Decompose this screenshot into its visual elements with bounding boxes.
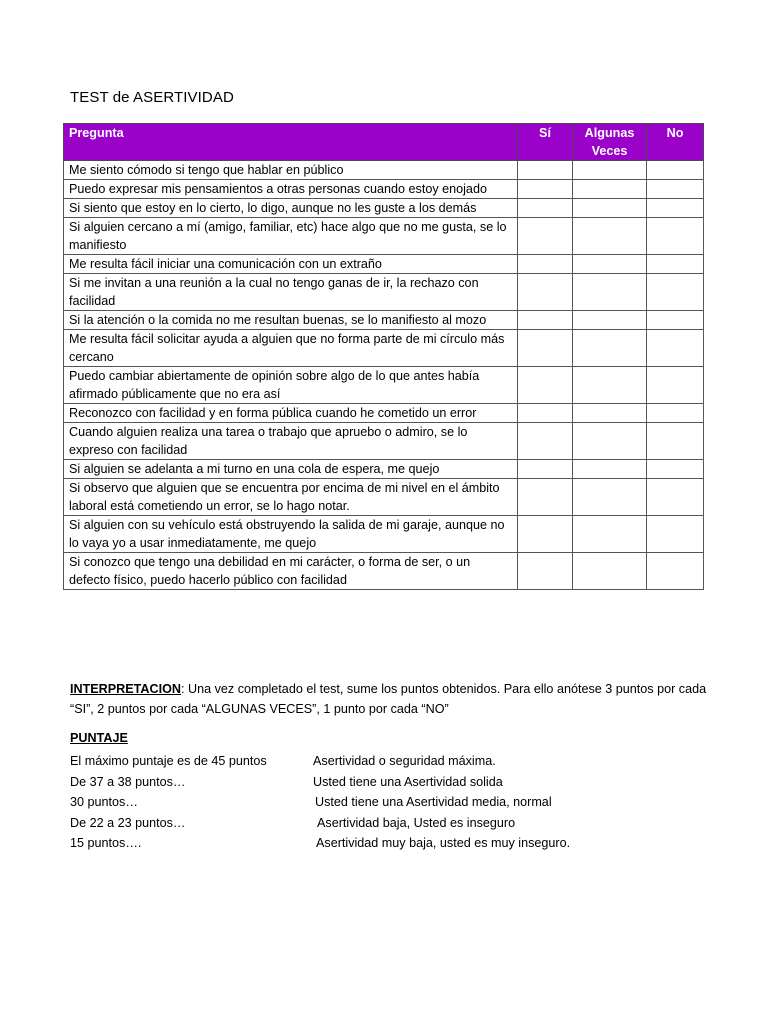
answer-no-cell[interactable] <box>647 553 704 590</box>
score-result: Usted tiene una Asertividad media, normal <box>315 795 552 809</box>
score-row <box>70 751 496 771</box>
question-text: Si la atención o la comida no me resultan buenas, se lo manifiesto al mozo <box>64 311 518 330</box>
score-range: 30 puntos… <box>70 795 138 809</box>
score-result: Usted tiene una Asertividad solida <box>313 775 503 789</box>
score-range: 15 puntos…. <box>70 836 142 850</box>
table-row <box>64 553 704 590</box>
answer-no-cell[interactable] <box>647 311 704 330</box>
question-text: Me resulta fácil iniciar una comunicación con un extraño <box>64 255 518 274</box>
answer-si-cell[interactable] <box>518 553 573 590</box>
score-result: Asertividad o seguridad máxima. <box>313 754 496 768</box>
question-text: Si alguien se adelanta a mi turno en una cola de espera, me quejo <box>64 460 518 479</box>
header-si: Sí <box>518 124 573 161</box>
table-row <box>64 423 704 460</box>
answer-no-cell[interactable] <box>647 161 704 180</box>
score-row <box>70 772 503 792</box>
question-text: Me resulta fácil solicitar ayuda a alguien que no forma parte de mi círculo más cercano <box>64 330 518 367</box>
answer-si-cell[interactable] <box>518 274 573 311</box>
answer-si-cell[interactable] <box>518 404 573 423</box>
table-header-row <box>64 124 704 161</box>
answer-no-cell[interactable] <box>647 199 704 218</box>
answer-algunas-veces-cell[interactable] <box>573 218 647 255</box>
answer-no-cell[interactable] <box>647 367 704 404</box>
interpretation-paragraph <box>70 679 710 719</box>
answer-si-cell[interactable] <box>518 161 573 180</box>
answer-si-cell[interactable] <box>518 218 573 255</box>
table-row <box>64 330 704 367</box>
score-result: Asertividad muy baja, usted es muy inseguro. <box>316 836 571 850</box>
question-text: Si alguien cercano a mí (amigo, familiar, etc) hace algo que no me gusta, se lo manifiesto <box>64 218 518 255</box>
answer-si-cell[interactable] <box>518 199 573 218</box>
page-title: TEST de ASERTIVIDAD <box>70 89 234 106</box>
table-row <box>64 460 704 479</box>
answer-algunas-veces-cell[interactable] <box>573 274 647 311</box>
table-row <box>64 516 704 553</box>
score-range: De 22 a 23 puntos… <box>70 816 186 830</box>
score-range: De 37 a 38 puntos… <box>70 775 186 789</box>
table-row <box>64 255 704 274</box>
header-pregunta: Pregunta <box>64 124 518 161</box>
answer-algunas-veces-cell[interactable] <box>573 180 647 199</box>
answer-no-cell[interactable] <box>647 479 704 516</box>
table-row <box>64 367 704 404</box>
question-text: Reconozco con facilidad y en forma pública cuando he cometido un error <box>64 404 518 423</box>
answer-algunas-veces-cell[interactable] <box>573 553 647 590</box>
answer-algunas-veces-cell[interactable] <box>573 311 647 330</box>
answer-si-cell[interactable] <box>518 516 573 553</box>
answer-algunas-veces-cell[interactable] <box>573 367 647 404</box>
header-no: No <box>647 124 704 161</box>
answer-algunas-veces-cell[interactable] <box>573 404 647 423</box>
table-row <box>64 218 704 255</box>
answer-algunas-veces-cell[interactable] <box>573 516 647 553</box>
question-text: Me siento cómodo si tengo que hablar en público <box>64 161 518 180</box>
answer-no-cell[interactable] <box>647 423 704 460</box>
table-row <box>64 199 704 218</box>
table-row <box>64 479 704 516</box>
score-result: Asertividad baja, Usted es inseguro <box>317 816 516 830</box>
answer-no-cell[interactable] <box>647 218 704 255</box>
answer-no-cell[interactable] <box>647 516 704 553</box>
question-text: Si conozco que tengo una debilidad en mi carácter, o forma de ser, o un defecto físico, puedo hacerlo público con facilidad <box>64 553 518 590</box>
puntaje-heading: PUNTAJE <box>70 731 128 745</box>
answer-no-cell[interactable] <box>647 180 704 199</box>
answer-algunas-veces-cell[interactable] <box>573 330 647 367</box>
answer-si-cell[interactable] <box>518 423 573 460</box>
answer-no-cell[interactable] <box>647 404 704 423</box>
answer-no-cell[interactable] <box>647 274 704 311</box>
answer-si-cell[interactable] <box>518 180 573 199</box>
answer-si-cell[interactable] <box>518 311 573 330</box>
question-text: Puedo expresar mis pensamientos a otras personas cuando estoy enojado <box>64 180 518 199</box>
answer-no-cell[interactable] <box>647 255 704 274</box>
answer-no-cell[interactable] <box>647 460 704 479</box>
answer-si-cell[interactable] <box>518 460 573 479</box>
header-algunas-veces: Algunas Veces <box>573 124 647 161</box>
answer-algunas-veces-cell[interactable] <box>573 255 647 274</box>
answer-si-cell[interactable] <box>518 330 573 367</box>
question-text: Si siento que estoy en lo cierto, lo digo, aunque no les guste a los demás <box>64 199 518 218</box>
question-text: Puedo cambiar abiertamente de opinión sobre algo de lo que antes había afirmado públicamente que no era así <box>64 367 518 404</box>
interpretation-text: : Una vez completado el test, sume los puntos obtenidos. Para ello anótese 3 puntos por cada “SI”, 2 puntos por cada “ALGUNAS VECES”, 1 punto por cada “NO” <box>70 682 707 716</box>
interpretation-label: INTERPRETACION <box>70 682 182 696</box>
answer-algunas-veces-cell[interactable] <box>573 423 647 460</box>
answer-si-cell[interactable] <box>518 479 573 516</box>
table-row <box>64 311 704 330</box>
table-row <box>64 161 704 180</box>
question-text: Si observo que alguien que se encuentra por encima de mi nivel en el ámbito laboral está cometiendo un error, se lo hago notar. <box>64 479 518 516</box>
answer-si-cell[interactable] <box>518 367 573 404</box>
assertiveness-test-table <box>63 123 704 590</box>
score-row <box>70 792 552 812</box>
answer-no-cell[interactable] <box>647 330 704 367</box>
question-text: Si alguien con su vehículo está obstruyendo la salida de mi garaje, aunque no lo vaya yo a usar inmediatamente, me quejo <box>64 516 518 553</box>
table-row <box>64 180 704 199</box>
question-text: Si me invitan a una reunión a la cual no tengo ganas de ir, la rechazo con facilidad <box>64 274 518 311</box>
answer-algunas-veces-cell[interactable] <box>573 161 647 180</box>
question-text: Cuando alguien realiza una tarea o trabajo que apruebo o admiro, se lo expreso con facilidad <box>64 423 518 460</box>
table-row <box>64 274 704 311</box>
score-row <box>70 813 516 833</box>
score-row <box>70 833 571 853</box>
table-row <box>64 404 704 423</box>
score-range: El máximo puntaje es de 45 puntos <box>70 754 267 768</box>
answer-si-cell[interactable] <box>518 255 573 274</box>
answer-algunas-veces-cell[interactable] <box>573 460 647 479</box>
answer-algunas-veces-cell[interactable] <box>573 479 647 516</box>
answer-algunas-veces-cell[interactable] <box>573 199 647 218</box>
